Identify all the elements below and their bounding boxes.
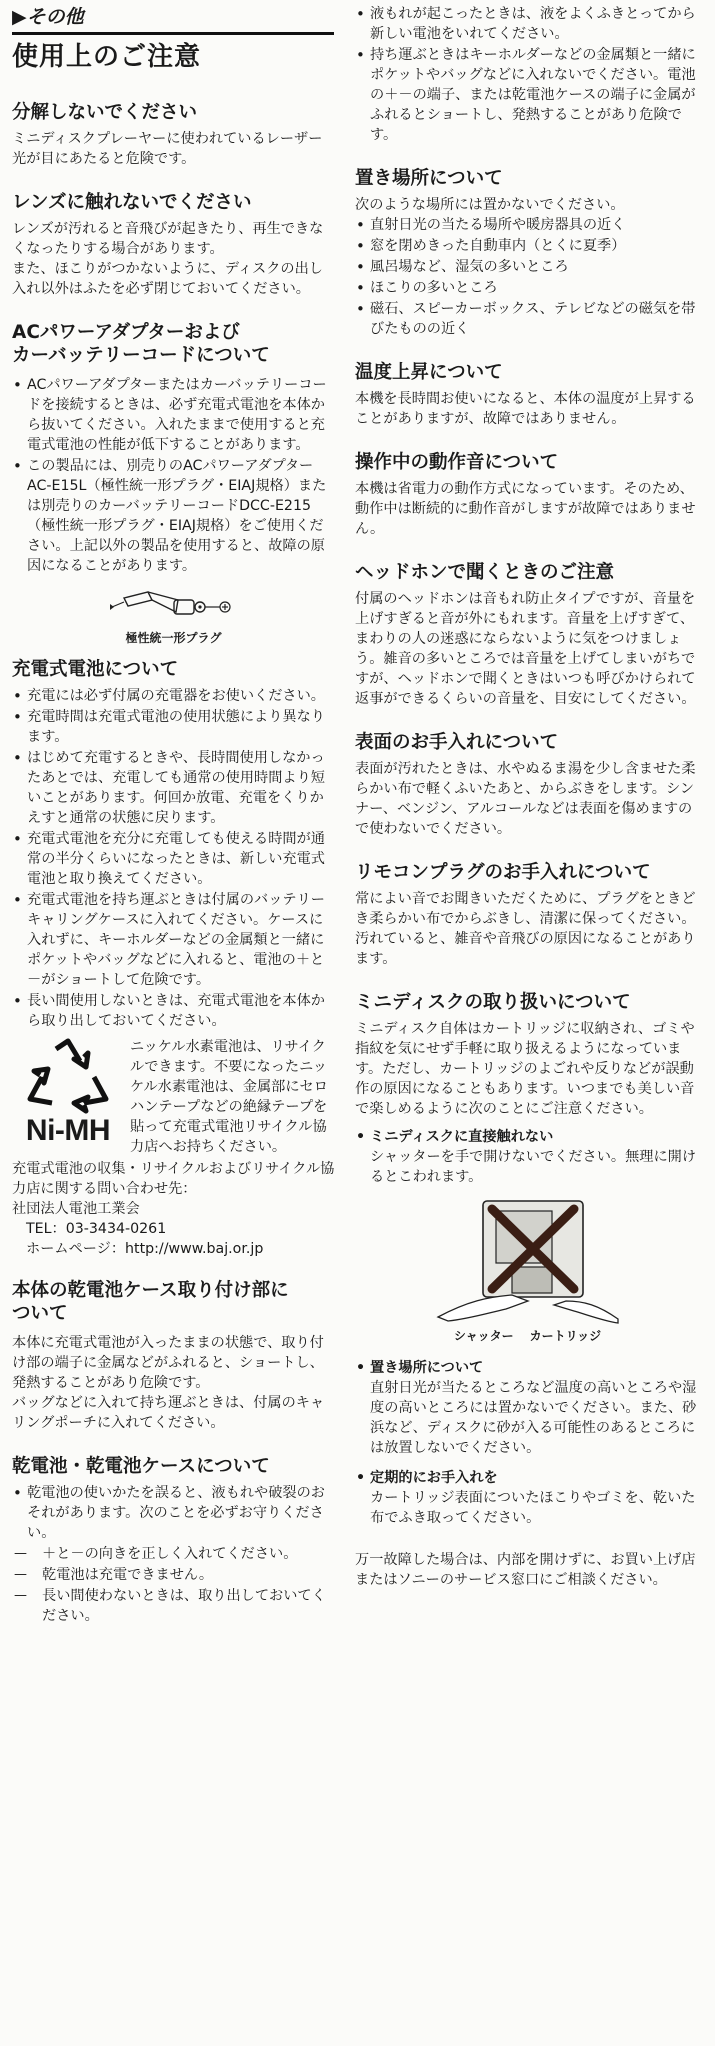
contact-lead: 充電式電池の収集・リサイクルおよびリサイクル協力店に関する問い合わせ先： [12,1161,335,1197]
header-rule [12,32,334,35]
ac-adapter-list [12,375,335,576]
section-temperature [355,361,700,429]
list-item: • 持ち運ぶときはキーホルダーなどの金属類と一緒にポケットやバッグなどに入れないでください。電池の＋－の端子、または乾電池ケースの端子に金属がふれるとショートし、発熱することがあり危険です。 [355,45,700,145]
section-body: ミニディスク自体はカートリッジに収納され、ゴミや指紋を気にせず手軽に取り扱えるようになっています。ただし、カートリッジのよごれや反りなどが誤動作の原因になることもあります。いつまでも美しい音で楽しめるように次のことにご注意ください。 [355,1021,695,1117]
section-title: 温度上昇について [355,362,503,383]
list-item: • 乾電池の使いかたを誤ると、液もれや破裂のおそれがあります。次のことを必ずお守りください。 [12,1483,335,1543]
section-dry-battery [12,1455,335,1626]
section-title-line1: ACパワーアダプターおよび [12,322,240,343]
recycle-text: ニッケル水素電池は、リサイクルできます。不要になったニッケル水素電池は、金属部にセロハンテープなどの絶縁テープを貼って充電式電池リサイクル協力店へお持ちください。 [130,1039,328,1155]
list-item: • 磁石、スピーカーボックス、テレビなどの磁気を帯びたものの近く [355,299,700,339]
section-battery-case-mount [12,1279,335,1433]
right-column [355,4,700,2046]
dry-battery-dash-list [12,1544,335,1626]
dash-item: — ＋と－の向きを正しく入れてください。 [12,1544,335,1564]
section-title-line1: 本体の乾電池ケース取り付け部に [12,1280,289,1301]
section-minidisc-handling [355,991,700,1528]
section-body: 本機を長時間お使いになると、本体の温度が上昇することがありますが、故障ではありません。 [355,391,696,427]
list-item: • 充電時間は充電式電池の使用状態により異なります。 [12,707,335,747]
sub-heading: • ミニディスクに直接触れない [355,1127,700,1147]
recycle-icon [22,1037,114,1115]
section-title-line2: ついて [12,1303,68,1324]
list-item: • 充電式電池を充分に充電しても使える時間が通常の半分くらいになったときは、新しい充電式電池と取り換えてください。 [12,829,335,889]
md-sub-item [355,1468,700,1528]
section-title: ミニディスクの取り扱いについて [355,992,631,1013]
section-title: リモコンプラグのお手入れについて [355,862,651,883]
section-title: 操作中の動作音について [355,452,559,473]
section-rechargeable [12,658,335,1259]
section-body: バッグなどに入れて持ち運ぶときは、付属のキャリングポーチに入れてください。 [12,1395,325,1431]
list-item: • 直射日光の当たる場所や暖房器具の近く [355,215,700,235]
section-body: 本機は省電力の動作方式になっています。そのため、動作中は断続的に動作音がしますが故障ではありません。 [355,481,696,537]
dry-battery-list [12,1483,335,1543]
shutter-caption: シャッター [453,1329,514,1343]
sub-heading: • 定期的にお手入れを [355,1468,700,1488]
section-body: 本体に充電式電池が入ったままの状態で、取り付け部の端子に金属などがふれると、ショートし、発熱することがあり危険です。 [12,1335,324,1391]
recycle-logo [12,1037,124,1157]
md-sub-item [355,1358,700,1458]
sub-body: カートリッジ表面についたほこりやゴミを、乾いた布でふき取ってください。 [370,1490,696,1526]
cartridge-caption: カートリッジ [529,1329,602,1343]
contact-web: ホームページ：http://www.baj.or.jp [26,1241,264,1257]
sub-body: 直射日光が当たるところなど温度の高いところや湿度の高いところには置かないでください。また、砂浜など、ディスクに砂が入る可能性のあるところには放置しないでください。 [370,1380,697,1456]
contact-tel: TEL：03-3434-0261 [26,1221,167,1237]
section-remote-plug [355,861,700,969]
contact-block [12,1159,335,1259]
figure-captions [454,1327,601,1344]
left-column [10,4,335,2046]
placement-list [355,215,700,339]
figure-caption: 極性統一形プラグ [125,631,222,645]
page-title: 使用上のご注意 [12,42,202,72]
battery-continued-list [355,4,700,145]
list-item: • 窓を閉めきった自動車内（とくに夏季） [355,236,700,256]
contact-org: 社団法人電池工業会 [12,1201,140,1217]
plug-figure [12,584,335,646]
list-item: • はじめて充電するときや、長時間使用しなかったあとでは、充電しても通常の使用時間より短いことがあります。何回か放電、充電をくりかえすと通常の状態に戻ります。 [12,748,335,828]
section-title: 分解しないでください [12,102,198,123]
list-item: • 長い間使用しないときは、充電式電池を本体から取り出しておいてください。 [12,991,335,1031]
sub-body: シャッターを手で開けないでください。無理に開けるとこわれます。 [370,1149,697,1185]
section-title [12,1279,335,1325]
section-title: 乾電池・乾電池ケースについて [12,1456,270,1477]
section-body: 付属のヘッドホンは音もれ防止タイプですが、音量を上げすぎると音が外にもれます。音量を上げすぎて、まわりの人の迷惑にならないように気をつけましょう。雑音の多いところでは音量を上げてしまいがちですが、ヘッドホンで聞くときはいつも呼びかけられて返事ができるくらいの音量を、目安にしてください。 [355,591,696,707]
section-operating-noise [355,451,700,539]
section-body: レンズが汚れると音飛びが起きたり、再生できなくなったりする場合があります。 [12,221,324,257]
section-body: 表面が汚れたときは、水やぬるま湯を少し含ませた柔らかい布で軽くふいたあと、からぶきをします。シンナー、ベンジン、アルコールなどは表面を傷めますので使わないでください。 [355,761,696,837]
section-body: 常によい音でお聞きいただくために、プラグをときどき柔らかい布でからぶきし、清潔に保ってください。汚れていると、雑音や音飛びの原因になることがあります。 [355,891,696,967]
dash-item: — 乾電池は充電できません。 [12,1565,335,1585]
section-title: ヘッドホンで聞くときのご注意 [355,562,615,583]
list-item: • 風呂場など、湿気の多いところ [355,257,700,277]
section-lens [12,191,335,299]
rechargeable-list [12,686,335,1031]
section-title-line2: カーバッテリーコードについて [12,345,270,366]
list-item: • ほこりの多いところ [355,278,700,298]
section-placement [355,167,700,339]
section-ac-adapter [12,321,335,646]
dash-item: — 長い間使わないときは、取り出しておいてください。 [12,1586,335,1626]
list-item: • 液もれが起こったときは、液をよくふきとってから新しい電池をいれてください。 [355,4,700,44]
closing-note: 万一故障した場合は、内部を開けずに、お買い上げ店またはソニーのサービス窓口にご相談ください。 [355,1552,696,1588]
md-sub-item [355,1127,700,1187]
minidisc-shutter-illustration [408,1197,648,1325]
list-item: • 充電式電池を持ち運ぶときは付属のバッテリーキャリングケースに入れてください。ケースに入れずに、キーホルダーなどの金属類と一緒にポケットやバッグなどに入れると、電池の＋と－がショートして危険です。 [12,890,335,990]
list-item: • この製品には、別売りのACパワーアダプターAC-E15L（極性統一形プラグ・EIAJ規格）または別売りのカーバッテリーコードDCC-E215（極性統一形プラグ・EIAJ規格）をご使用ください。上記以外の製品を使用すると、故障の原因になることがあります。 [12,456,335,576]
section-surface-care [355,731,700,839]
list-item: • 充電には必ず付属の充電器をお使いください。 [12,686,335,706]
section-body: ミニディスクプレーヤーに使われているレーザー光が目にあたると危険です。 [12,131,323,167]
recycle-block [12,1037,335,1157]
section-body: また、ほこりがつかないように、ディスクの出し入れ以外はふたを必ず閉じておいてください。 [12,261,323,297]
section-title: 充電式電池について [12,659,179,680]
section-title: 表面のお手入れについて [355,732,559,753]
section-title [12,321,335,367]
section-headphones [355,561,700,709]
category-label: ▶その他 [12,6,84,28]
section-title: 置き場所について [355,168,503,189]
polarity-plug-icon [104,584,244,628]
sub-heading: • 置き場所について [355,1358,700,1378]
section-disassembly [12,101,335,169]
nimh-mark: Ni-MH [25,1114,111,1147]
section-body: 次のような場所には置かないでください。 [355,197,625,213]
section-title: レンズに触れないでください [12,192,252,213]
list-item: • ACパワーアダプターまたはカーバッテリーコードを接続するときは、必ず充電式電池を本体から抜いてください。入れたままで使用すると充電式電池の性能が低下することがあります。 [12,375,335,455]
minidisc-figure [355,1197,700,1344]
